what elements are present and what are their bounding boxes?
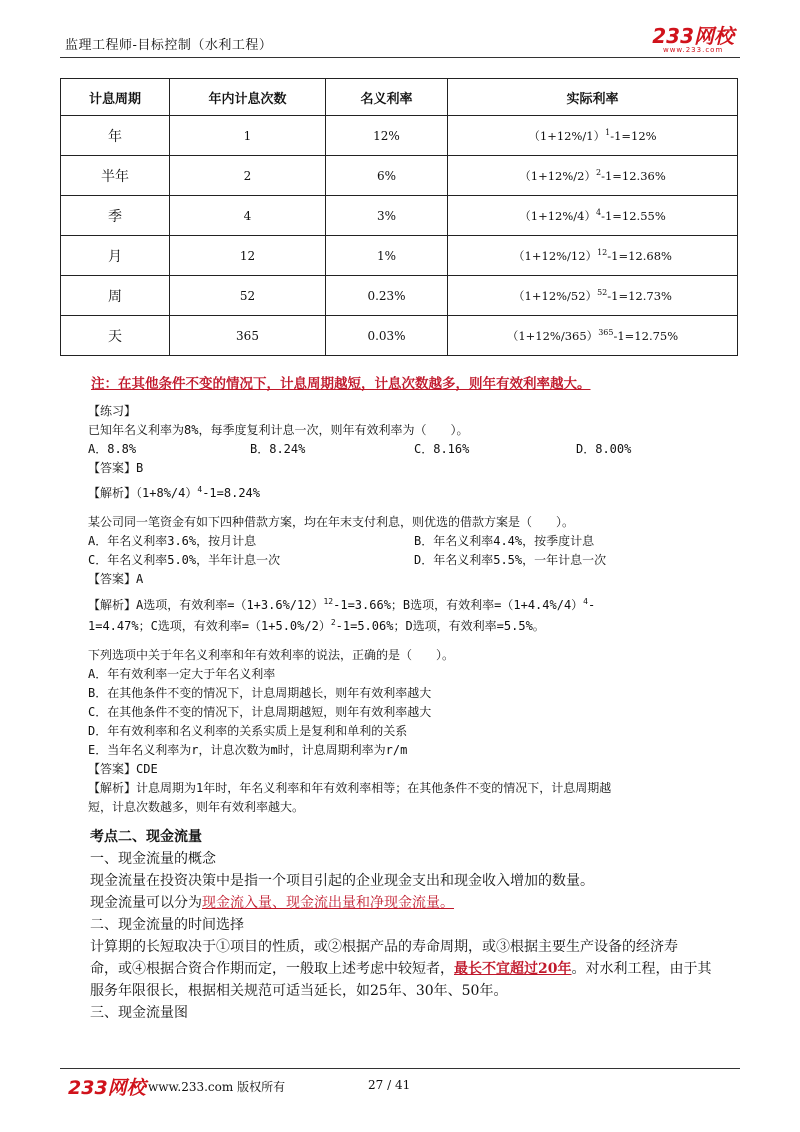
formula-result: -1=12.68%: [607, 248, 672, 263]
cell-count: 12: [170, 236, 326, 276]
analysis-label: 【解析】: [88, 486, 137, 500]
table-header-row: [61, 79, 738, 116]
footer-logo: 233网校: [68, 1077, 146, 1099]
cell-period: 天: [61, 316, 170, 356]
formula-exponent: 52: [597, 287, 608, 297]
option-a: A．8.8%: [88, 442, 137, 456]
formula-base: （1+12%/12）: [513, 248, 598, 263]
cell-period: 月: [61, 236, 170, 276]
cell-nominal: 0.23%: [326, 276, 448, 316]
formula-base: （1+12%/4）: [519, 208, 596, 223]
cell-period: 半年: [61, 156, 170, 196]
footer-copyright: www.233.com 版权所有: [148, 1080, 286, 1094]
option-e: E．当年名义利率为r，计息次数为m时，计息周期利率为r/m: [88, 743, 408, 757]
option-b: B．8.24%: [250, 442, 306, 456]
highlighted-text: 现金流入量、现金流出量和净现金流量。: [202, 895, 454, 911]
answer-text: 【答案】B: [88, 461, 144, 475]
cell-effective-rate: [448, 236, 738, 276]
cell-effective-rate: [448, 116, 738, 156]
formula-exponent: 2: [595, 167, 602, 177]
option-d: D．8.00%: [576, 442, 632, 456]
formula-exponent: 12: [323, 597, 334, 606]
question-stem: 某公司同一笔资金有如下四种借款方案，均在年末支付利息，则优选的借款方案是（ ）。: [88, 515, 575, 529]
section-title: 考点二、现金流量: [90, 829, 202, 845]
header-title: 监理工程师-目标控制（水利工程）: [65, 38, 273, 53]
option-c: C．在其他条件不变的情况下，计息周期越短，则年有效利率越大: [88, 705, 432, 719]
option-d: D．年名义利率5.5%，一年计息一次: [414, 553, 607, 567]
formula-base: （1+12%/365）: [506, 328, 599, 343]
answer-text: 【答案】CDE: [88, 762, 158, 776]
answer-text: 【答案】A: [88, 572, 144, 586]
paragraph: 服务年限很长，根据相关规范可适当延长，如25年、30年、50年。: [90, 983, 508, 999]
option-c: C．年名义利率5.0%，半年计息一次: [88, 553, 281, 567]
paragraph: [90, 958, 711, 980]
table-row: [61, 196, 738, 236]
analysis-text: 【解析】计息周期为1年时，年名义利率和年有效利率相等；在其他条件不变的情况下，计息周期越: [88, 781, 612, 795]
analysis-segment: 1=4.47%；C选项，有效利率=（1+5.0%/2）: [88, 619, 331, 633]
formula-exponent: 4: [583, 597, 588, 606]
option-a: A．年名义利率3.6%，按月计息: [88, 534, 257, 548]
option-d: D．年有效利率和名义利率的关系实质上是复利和单利的关系: [88, 724, 408, 738]
formula-base: （1+12%/2）: [519, 168, 596, 183]
exercise-tag: 【练习】: [88, 404, 137, 418]
note-text: 注：在其他条件不变的情况下，计息周期越短，计息次数越多，则年有效利率越大。: [91, 376, 591, 392]
analysis-text: [88, 592, 595, 615]
table-row: [61, 156, 738, 196]
option-c: C．8.16%: [414, 442, 470, 456]
cell-nominal: 12%: [326, 116, 448, 156]
option-a: A．年有效利率一定大于年名义利率: [88, 667, 276, 681]
brand-logo-text: 233网校: [652, 24, 734, 48]
formula-result: -1=12%: [610, 128, 657, 143]
formula-exponent: 2: [330, 618, 336, 627]
cell-count: 2: [170, 156, 326, 196]
header-divider: [60, 57, 740, 58]
formula-result: -1=12.55%: [601, 208, 666, 223]
cell-nominal: 3%: [326, 196, 448, 236]
analysis-segment: -1=5.06%；D选项，有效利率=5.5%。: [335, 619, 545, 633]
footer-divider: [60, 1068, 740, 1069]
table-row: [61, 236, 738, 276]
brand-logo-url: www.233.com: [662, 46, 724, 54]
formula-base: （1+12%/52）: [513, 288, 598, 303]
table-row: [61, 276, 738, 316]
table-header-cell: 计息周期: [61, 79, 170, 116]
cell-period: 周: [61, 276, 170, 316]
table-header-cell: 实际利率: [448, 79, 738, 116]
formula-result: -1=12.73%: [607, 288, 672, 303]
question-stem: 已知年名义利率为8%，每季度复利计息一次，则年有效利率为（ ）。: [88, 423, 469, 437]
cell-count: 4: [170, 196, 326, 236]
paragraph-text: 命，或④根据合资合作期而定，一般取上述考虑中较短者，: [90, 961, 454, 977]
cell-effective-rate: [448, 276, 738, 316]
formula-exponent: 365: [598, 327, 614, 337]
analysis-segment: -: [588, 598, 596, 612]
subheading: 一、现金流量的概念: [90, 851, 216, 867]
cell-nominal: 1%: [326, 236, 448, 276]
table-header-cell: 年内计息次数: [170, 79, 326, 116]
cell-count: 365: [170, 316, 326, 356]
cell-count: 1: [170, 116, 326, 156]
paragraph: 现金流量在投资决策中是指一个项目引起的企业现金支出和现金收入增加的数量。: [90, 873, 594, 889]
highlighted-text: 最长不宜超过20年: [454, 961, 572, 977]
paragraph: 计算期的长短取决于①项目的性质，或②根据产品的寿命周期，或③根据主要生产设备的经济寿: [90, 939, 678, 955]
interest-rate-table: [60, 78, 738, 356]
subheading: 二、现金流量的时间选择: [90, 917, 244, 933]
cell-nominal: 0.03%: [326, 316, 448, 356]
paragraph-text: 现金流量可以分为: [90, 895, 202, 911]
option-b: B．年名义利率4.4%，按季度计息: [414, 534, 595, 548]
brand-logo: [652, 26, 734, 54]
cell-period: 年: [61, 116, 170, 156]
analysis-segment: 【解析】A选项，有效利率=（1+3.6%/12）: [88, 598, 324, 612]
question-stem: 下列选项中关于年名义利率和年有效利率的说法，正确的是（ ）。: [88, 648, 455, 662]
formula-base: （1+8%/4）: [136, 486, 198, 500]
formula-result: -1=8.24%: [202, 486, 260, 500]
table-row: [61, 316, 738, 356]
formula-exponent: 12: [597, 247, 608, 257]
analysis-text: [88, 480, 260, 503]
page-number: 27 / 41: [368, 1078, 411, 1092]
formula-base: （1+12%/1）: [528, 128, 606, 143]
cell-effective-rate: [448, 156, 738, 196]
formula-exponent: 1: [605, 127, 611, 137]
cell-period: 季: [61, 196, 170, 236]
formula-exponent: 4: [595, 207, 602, 217]
cell-effective-rate: [448, 316, 738, 356]
cell-count: 52: [170, 276, 326, 316]
analysis-segment: -1=3.66%；B选项，有效利率=（1+4.4%/4）: [333, 598, 584, 612]
subheading: 三、现金流量图: [90, 1005, 188, 1021]
formula-exponent: 4: [197, 485, 203, 494]
formula-result: -1=12.75%: [613, 328, 679, 343]
analysis-text: 短，计息次数越多，则年有效利率越大。: [88, 800, 305, 814]
paragraph-text: 。对水利工程，由于其: [571, 961, 712, 977]
formula-result: -1=12.36%: [601, 168, 666, 183]
analysis-text: [88, 613, 545, 636]
cell-nominal: 6%: [326, 156, 448, 196]
paragraph: [90, 892, 454, 914]
option-b: B．在其他条件不变的情况下，计息周期越长，则年有效利率越大: [88, 686, 432, 700]
table-row: [61, 116, 738, 156]
table-header-cell: 名义利率: [326, 79, 448, 116]
cell-effective-rate: [448, 196, 738, 236]
